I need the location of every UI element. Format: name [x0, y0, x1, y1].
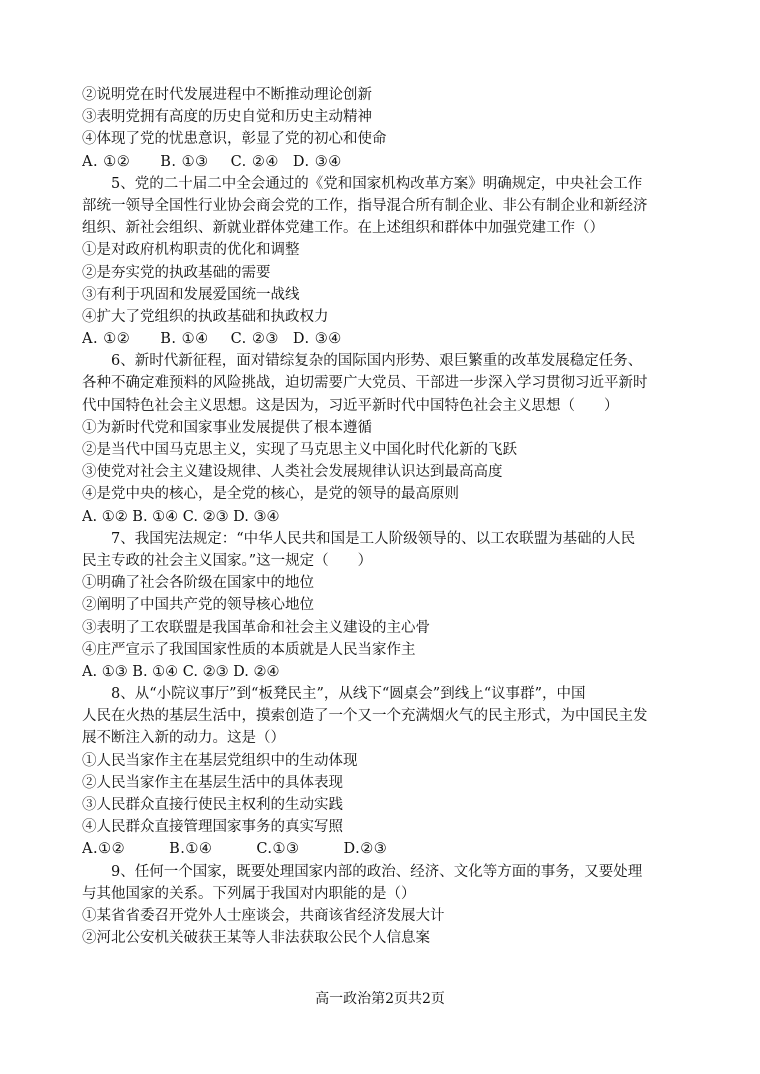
question-stem-line: 9、任何一个国家，既要处理国家内部的政治、经济、文化等方面的事务，又要处理: [111, 863, 643, 880]
question-stem-line: 5、党的二十届二中全会通过的《党和国家机构改革方案》明确规定，中央社会工作: [111, 175, 643, 192]
answer-option: D. ③④: [292, 331, 342, 348]
text-line: 与其他国家的关系。下列属于我国对内职能的是（）: [82, 885, 416, 902]
text-line: ②阐明了中国共产党的领导核心地位: [82, 597, 314, 614]
text-line: ③人民群众直接行使民主权利的生动实践: [82, 797, 343, 813]
answer-option: A. ①②: [82, 331, 131, 348]
answer-option: D. ③④: [292, 153, 342, 170]
answer-option: B. ①③: [160, 153, 209, 170]
answer-option: C.①③: [256, 841, 300, 858]
text-line: 部统一领导全国性行业协会商会党的工作，指导混合所有制企业、非公有制企业和新经济: [82, 197, 648, 214]
text-line: ④庄严宣示了我国国家性质的本质就是人民当家作主: [82, 641, 416, 658]
answer-option: B.①④: [169, 841, 213, 858]
answer-option: D.②③: [343, 841, 388, 858]
text-line: ③表明了工农联盟是我国革命和社会主义建设的主心骨: [82, 619, 430, 636]
question-stem-line: 6、新时代新征程，面对错综复杂的国际国内形势、艰巨繁重的改革发展稳定任务、: [111, 353, 643, 370]
text-line: ④是党中央的核心，是全党的核心，是党的领导的最高原则: [82, 486, 459, 503]
question-stem-line: 8、从“小院议事厅”到“板凳民主”，从线下“圆桌会”到线上“议事群”，中国: [111, 686, 586, 703]
text-line: ①是对政府机构职责的优化和调整: [82, 242, 300, 259]
answer-option: A.①②: [82, 841, 126, 858]
text-line: 组织、新社会组织、新就业群体党建工作。在上述组织和群体中加强党建工作（）: [82, 220, 604, 237]
text-line: ①为新时代党和国家事业发展提供了根本遵循: [82, 419, 372, 436]
text-line: 人民在火热的基层生活中，摸索创造了一个又一个充满烟火气的民主形式，为中国民主发: [82, 708, 648, 725]
text-line: ④体现了党的忧患意识，彰显了党的初心和使命: [82, 131, 387, 148]
text-line: 代中国特色社会主义思想。这是因为，习近平新时代中国特色社会主义思想（ ）: [82, 397, 619, 414]
text-line: 民主专政的社会主义国家。”这一规定（ ）: [82, 552, 373, 569]
text-line: ③有利于巩固和发展爱国统一战线: [82, 286, 300, 303]
text-line: ②人民当家作主在基层生活中的具体表现: [82, 774, 343, 791]
text-line: ①人民当家作主在基层党组织中的生动体现: [82, 752, 358, 769]
answer-options-line: [82, 151, 684, 173]
text-line: ④扩大了党组织的执政基础和执政权力: [82, 308, 329, 325]
text-line: ④人民群众直接管理国家事务的真实写照: [82, 819, 343, 836]
exam-content: [82, 84, 684, 949]
answer-options-line: [82, 838, 684, 860]
text-line: ②河北公安机关破获王某等人非法获取公民个人信息案: [82, 930, 430, 947]
text-line: ②是当代中国马克思主义，实现了马克思主义中国化时代化新的飞跃: [82, 442, 517, 458]
question-stem-line: 7、我国宪法规定：“中华人民共和国是工人阶级领导的、以工农联盟为基础的人民: [111, 530, 636, 547]
text-line: 各种不确定难预料的风险挑战，迫切需要广大党员、干部进一步深入学习贯彻习近平新时: [82, 375, 648, 392]
page-footer: 高一政治第2页共2页: [315, 991, 445, 1007]
text-line: ①某省省委召开党外人士座谈会，共商该省经济发展大计: [82, 907, 445, 924]
text-line: A. ①② B. ①④ C. ②③ D. ③④: [82, 508, 280, 525]
text-line: 展不断注入新的动力。这是（）: [82, 730, 285, 747]
answer-option: B. ①④: [160, 331, 209, 348]
text-line: ②说明党在时代发展进程中不断推动理论创新: [82, 87, 372, 103]
text-line: ②是夯实党的执政基础的需要: [82, 264, 271, 281]
answer-option: A. ①②: [82, 153, 131, 170]
text-line: ③使党对社会主义建设规律、人类社会发展规律认识达到最高高度: [82, 464, 503, 481]
text-line: A. ①③ B. ①④ C. ②③ D. ②④: [82, 663, 280, 680]
answer-option: C. ②③: [230, 331, 279, 348]
text-line: ①明确了社会各阶级在国家中的地位: [82, 575, 314, 592]
answer-option: C. ②④: [230, 153, 279, 170]
text-line: ③表明党拥有高度的历史自觉和历史主动精神: [82, 109, 372, 126]
answer-options-line: [82, 328, 684, 350]
